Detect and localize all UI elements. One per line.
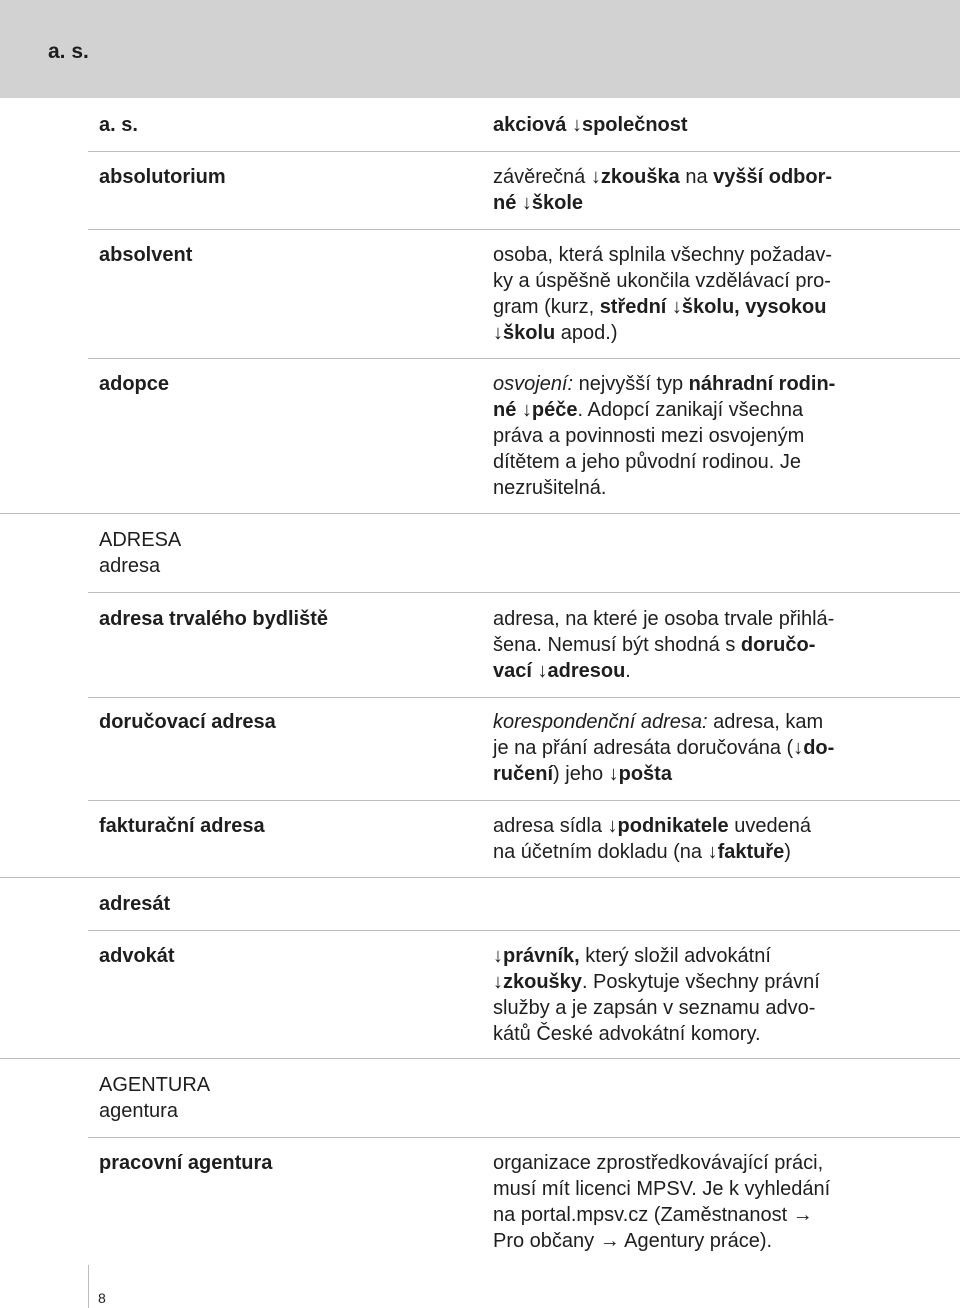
section-divider xyxy=(0,1058,960,1059)
page-number: 8 xyxy=(98,1290,106,1306)
term-absolvent: absolvent xyxy=(99,244,193,266)
term-adresa-trvaleho-bydliste: adresa trvalého bydliště xyxy=(99,608,328,630)
footer-rule xyxy=(88,1265,89,1308)
section-divider xyxy=(0,513,960,514)
term-adresat: adresát xyxy=(99,893,171,915)
divider xyxy=(88,800,960,801)
term-absolutorium: absolutorium xyxy=(99,166,226,188)
term-pracovni-agentura: pracovní agentura xyxy=(99,1152,273,1174)
divider xyxy=(88,151,960,152)
definition-absolutorium: závěrečná ↓zkouška na vyšší odbor- né ↓škole xyxy=(493,166,833,214)
definition-as: akciová ↓společnost xyxy=(493,114,688,136)
divider xyxy=(88,229,960,230)
term-dorucovaci-adresa: doručovací adresa xyxy=(99,711,276,733)
definition-advokat: ↓právník, který složil advokátní ↓zkoušky. Poskytuje všechny právní služby a je zapsán v seznamu advo- kátů České advokátní komory. xyxy=(493,945,820,1045)
term-adopce: adopce xyxy=(99,373,170,395)
page-header xyxy=(0,0,960,98)
term-advokat: advokát xyxy=(99,945,175,967)
definition-absolvent: osoba, která splnila všechny požadav- ky a úspěšně ukončila vzdělávací pro- gram (kurz, střední ↓školu, vysokou ↓školu apod.) xyxy=(493,244,833,344)
divider xyxy=(88,697,960,698)
definition-fakturacni-adresa: adresa sídla ↓podnikatele uvedená na účetním dokladu (na ↓faktuře) xyxy=(493,815,811,863)
section-divider xyxy=(0,877,960,878)
divider xyxy=(88,592,960,593)
definition-adresa-trvaleho-bydliste: adresa, na které je osoba trvale přihlá- šena. Nemusí být shodná s doručo- vací ↓adresou. xyxy=(493,608,835,682)
divider xyxy=(88,358,960,359)
group-heading-adresa: ADRESA adresa xyxy=(99,529,182,577)
divider xyxy=(88,1137,960,1138)
divider xyxy=(88,930,960,931)
term-as: a. s. xyxy=(99,114,138,136)
term-fakturacni-adresa: fakturační adresa xyxy=(99,815,265,837)
group-heading-agentura: AGENTURA agentura xyxy=(99,1074,211,1122)
definition-adopce: osvojení: nejvyšší typ náhradní rodin- né ↓péče. Adopcí zanikají všechna práva a povinnosti mezi osvojeným dítětem a jeho původní rodinou. Je nezrušitelná. xyxy=(493,373,836,499)
definition-dorucovaci-adresa: korespondenční adresa: adresa, kam je na přání adresáta doručována (↓do- ručení) jeho ↓pošta xyxy=(493,711,835,785)
definition-pracovni-agentura: organizace zprostředkovávající práci, musí mít licenci MPSV. Je k vyhledání na portal.mpsv.cz (Zaměstnanost → Pro občany → Agentury práce). xyxy=(493,1152,831,1252)
header-title: a. s. xyxy=(48,40,89,63)
